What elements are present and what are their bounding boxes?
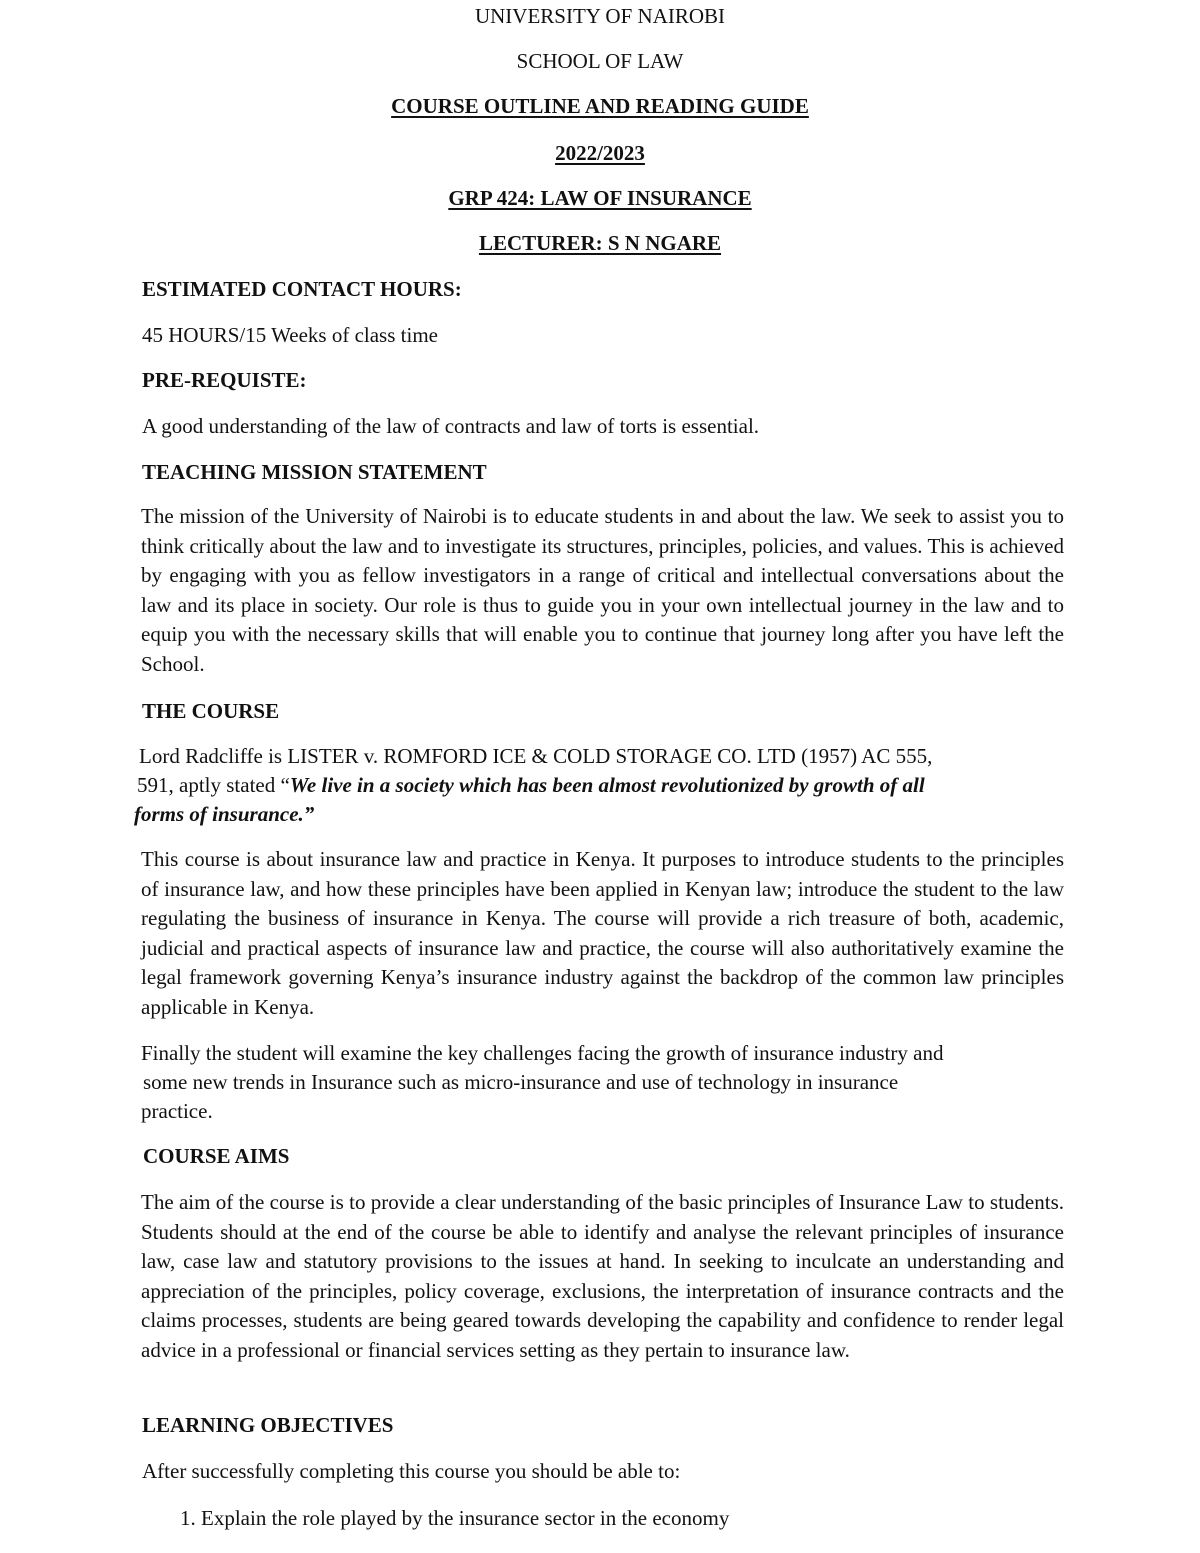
document-title: COURSE OUTLINE AND READING GUIDE: [391, 94, 809, 118]
mission-heading: TEACHING MISSION STATEMENT: [142, 460, 487, 484]
course-paragraph-2-line-1: Finally the student will examine the key challenges facing the growth of insurance industry and: [141, 1041, 944, 1065]
contact-hours-text: 45 HOURS/15 Weeks of class time: [142, 323, 438, 347]
academic-year: 2022/2023: [555, 141, 645, 165]
quote-line-1: Lord Radcliffe is LISTER v. ROMFORD ICE & COLD STORAGE CO. LTD (1957) AC 555,: [139, 744, 933, 768]
course-title: GRP 424: LAW OF INSURANCE: [448, 186, 752, 210]
university-title: UNIVERSITY OF NAIROBI: [474, 4, 726, 28]
course-paragraph: This course is about insurance law and practice in Kenya. It purposes to introduce students to the principles of insurance law, and how these principles have been applied in Kenyan law; introduce the student to the law regulating the business of insurance in Kenya. The course will provide a rich treasure of both, academic, judicial and practical aspects of insurance law and practice, the course will also authoritatively examine the legal framework governing Kenya’s insurance industry against the backdrop of the common law principles applicable in Kenya.: [141, 847, 1064, 1019]
quote-prefix: 591, aptly stated “: [137, 773, 290, 797]
quote-line-3: forms of insurance.”: [134, 802, 315, 826]
mission-paragraph: The mission of the University of Nairobi is to educate students in and about the law. We seek to assist you to think critically about the law and to investigate its structures, principles, policies, and values. This is achieved by engaging with you as fellow investigators in a range of critical and intellectual conversations about the law and its place in society. Our role is thus to guide you in your own intellectual journey in the law and to equip you with the necessary skills that will enable you to continue that journey long after you have left the School.: [141, 504, 1064, 676]
course-paragraph-2-line-3: practice.: [141, 1099, 213, 1123]
objectives-heading: LEARNING OBJECTIVES: [142, 1413, 394, 1437]
contact-hours-heading: ESTIMATED CONTACT HOURS:: [142, 277, 462, 301]
aims-paragraph: The aim of the course is to provide a clear understanding of the basic principles of Insurance Law to students. Students should at the end of the course be able to identify and analyse the relevant principles of insurance law, case law and statutory provisions to the issues at hand. In seeking to inculcate an understanding and appreciation of the principles, policy coverage, exclusions, the interpretation of insurance contracts and the claims processes, students are being geared towards developing the capability and confidence to render legal advice in a professional or financial services setting as they pertain to insurance law.: [141, 1190, 1064, 1362]
quote-line-2: [137, 772, 925, 798]
school-title: SCHOOL OF LAW: [516, 49, 684, 73]
objectives-intro: After successfully completing this course you should be able to:: [142, 1459, 681, 1483]
objective-item-1: 1. Explain the role played by the insurance sector in the economy: [180, 1506, 730, 1530]
course-paragraph-2-line-2: some new trends in Insurance such as micro-insurance and use of technology in insurance: [143, 1070, 899, 1094]
quote-text: We live in a society which has been almost revolutionized by growth of all: [289, 773, 925, 797]
prerequisite-text: A good understanding of the law of contracts and law of torts is essential.: [142, 414, 760, 438]
prerequisite-heading: PRE-REQUISTE:: [142, 368, 307, 392]
aims-heading: COURSE AIMS: [143, 1144, 290, 1168]
lecturer-name: LECTURER: S N NGARE: [478, 231, 722, 255]
course-heading: THE COURSE: [142, 699, 280, 723]
